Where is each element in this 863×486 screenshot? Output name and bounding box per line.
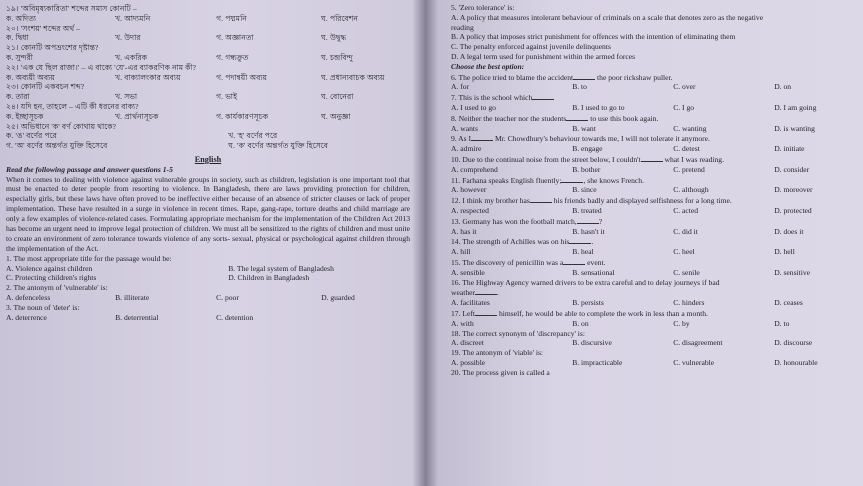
answer-option: A. defenceless bbox=[6, 292, 51, 302]
answer-option: B. hasn't it bbox=[572, 226, 605, 236]
question-text bbox=[451, 236, 855, 247]
answer-option: B. to bbox=[572, 82, 587, 92]
answer-option: C. vulnerable bbox=[673, 357, 715, 367]
question-text: 20. The process given is called a bbox=[451, 367, 550, 377]
bangla-option: গ. গন্ধক্রুত bbox=[216, 52, 249, 62]
answer-option: B. want bbox=[572, 123, 596, 133]
answer-option: D. ceases bbox=[774, 298, 803, 308]
bangla-option: ঘ. উদ্বুদ্ধ bbox=[321, 33, 347, 43]
bangla-question-text: ২৩। কোনটি একবচন শব্দ? bbox=[6, 82, 85, 92]
answer-option: C. disagreement bbox=[673, 338, 723, 348]
answer-option: D. protected bbox=[774, 205, 812, 215]
answer-options-row bbox=[451, 103, 855, 113]
answer-option: C. I go bbox=[673, 102, 695, 112]
answer-option: A. comprehend bbox=[451, 164, 498, 174]
answer-option: C. heel bbox=[673, 247, 695, 257]
bangla-options-row bbox=[6, 92, 410, 102]
answer-blank bbox=[577, 216, 599, 224]
answer-options-row bbox=[451, 165, 855, 175]
bangla-question-section bbox=[6, 4, 410, 151]
answer-options-row bbox=[451, 358, 855, 368]
answer-option: D. does it bbox=[774, 226, 804, 236]
answer-option: D. hell bbox=[774, 247, 795, 257]
answer-option: A. admire bbox=[451, 144, 482, 154]
bangla-options-row bbox=[6, 53, 410, 63]
question-prefix: 13. Germany has won the football match, bbox=[451, 216, 577, 226]
question-suffix: the poor rickshaw puller. bbox=[595, 72, 673, 82]
answer-options-row bbox=[451, 268, 855, 278]
bangla-option: ক. অদিত্য bbox=[6, 13, 37, 23]
question-prefix: 17. Left bbox=[451, 308, 476, 318]
answer-option: C. wanting bbox=[673, 123, 707, 133]
answer-option: C. hinders bbox=[673, 298, 705, 308]
answer-option: B. persists bbox=[572, 298, 604, 308]
question-suffix: , she knows French. bbox=[583, 175, 644, 185]
answer-options-row bbox=[451, 227, 855, 237]
answer-option: D. on bbox=[774, 82, 792, 92]
question-text: 18. The correct synonym of 'discrepancy' is: bbox=[451, 328, 585, 338]
bangla-option: ক. দ্বিধা bbox=[6, 33, 29, 43]
answer-option: C. acted bbox=[673, 205, 699, 215]
question-text bbox=[451, 216, 855, 227]
answer-option: D. honourable bbox=[774, 357, 818, 367]
bangla-options-row bbox=[6, 112, 410, 122]
question-prefix: 10. Due to the continual noise from the street below, I couldn't bbox=[451, 154, 641, 164]
answer-option: A. however bbox=[451, 185, 487, 195]
answer-options-row bbox=[451, 185, 855, 195]
question-text bbox=[451, 113, 855, 124]
bangla-option: ঘ. বোনেরা bbox=[321, 92, 354, 102]
question-text: C. The penalty enforced against juvenile delinquents bbox=[451, 42, 611, 52]
answer-option: B. heal bbox=[572, 247, 594, 257]
answer-option: B. bother bbox=[572, 164, 601, 174]
question-text bbox=[451, 175, 855, 186]
bangla-option: খ. আদ্যমনি bbox=[115, 13, 151, 23]
answer-blank bbox=[569, 236, 594, 247]
answer-option: D. consider bbox=[774, 164, 810, 174]
answer-blank bbox=[566, 113, 588, 121]
question-text bbox=[451, 92, 855, 103]
question-text bbox=[451, 308, 855, 319]
question-text: A. A policy that measures intolerant behaviour of criminals on a scale that denotes zero as the negative bbox=[451, 12, 764, 22]
bangla-option: গ. পদ্মমনি bbox=[216, 13, 247, 23]
answer-option: B. discursive bbox=[572, 338, 612, 348]
question-text bbox=[451, 195, 855, 206]
passage-instruction: Read the following passage and answer questions 1-5 bbox=[6, 164, 173, 174]
answer-options-row bbox=[6, 264, 410, 274]
bangla-option: খ. উদার bbox=[115, 33, 141, 43]
bangla-options-row bbox=[6, 73, 410, 83]
answer-option bbox=[321, 313, 410, 323]
answer-option: B. The legal system of Bangladesh bbox=[228, 263, 334, 273]
answer-options-row bbox=[451, 144, 855, 154]
reading-passage: When it comes to dealing with violence against vulnerable groups in society, such as children, legislation is one important tool that must be enacted to deter people from resorting to violence. In Bangladesh, there are laws providing protection for children, especially girls, but these laws have often proved to be ineffective either because of an absence of stricter clauses or lack of proper implementation. These have resulted in a surge in violence in recent times. Rape, gang-rape, torture deaths and child marriage are only a few examples of violence-related cases. Formulating appropriate mechanism for the implementation of the Children Act 2013 has become an urgent need to improve legal protection of children. We must all be sensitized to the rights of children and must unite to create an environment of zero tolerance towards violence of any sorts- sexual, physical or psychological against children through the implementation of the Act. bbox=[6, 174, 410, 253]
bangla-option: ক. ইচ্ছাসূচক bbox=[6, 111, 44, 121]
bangla-option: খ. প্রার্থনাসূচক bbox=[115, 111, 159, 121]
question-text: 1. The most appropriate title for the passage would be: bbox=[6, 253, 172, 263]
answer-options-row bbox=[6, 273, 410, 283]
answer-options-row bbox=[451, 124, 855, 134]
bangla-option: ঘ. পরিবেশন bbox=[321, 13, 359, 23]
question-prefix: 8. Neither the teacher nor the students bbox=[451, 113, 567, 123]
answer-option: B. illiterate bbox=[115, 292, 150, 302]
bangla-option: ঘ. অনুজ্ঞা bbox=[321, 111, 351, 121]
answer-option: A. for bbox=[451, 82, 470, 92]
question-text bbox=[451, 133, 855, 144]
question-suffix: himself, he would be able to complete the work in less than a month. bbox=[497, 308, 708, 318]
answer-option: A. hill bbox=[451, 247, 471, 257]
answer-option: D. guarded bbox=[321, 292, 355, 302]
answer-option: A. respected bbox=[451, 205, 489, 215]
answer-option: C. Protecting children's rights bbox=[6, 273, 97, 283]
answer-option: A. possible bbox=[451, 357, 486, 367]
bangla-option: গ. অজ্ঞানতা bbox=[216, 33, 254, 43]
english-heading: English bbox=[194, 154, 222, 164]
left-page-content bbox=[6, 4, 410, 322]
question-text: reading bbox=[451, 22, 474, 32]
bangla-question-text: ১৯। 'অবিমৃষ্যকারিতা' শব্দের সমাস কোনটি – bbox=[6, 4, 137, 13]
answer-blank bbox=[475, 308, 497, 316]
question-prefix: 6. The police tried to blame the accident bbox=[451, 72, 574, 82]
question-text bbox=[451, 154, 855, 165]
bangla-option: গ. 'অ' বর্ণের অন্তর্গত যুক্তি হিসেবে bbox=[6, 141, 108, 151]
question-text bbox=[451, 72, 855, 83]
answer-option: B. impracticable bbox=[572, 357, 623, 367]
answer-option: C. over bbox=[673, 82, 696, 92]
answer-option: C. detention bbox=[216, 312, 254, 322]
answer-options-row bbox=[451, 338, 855, 348]
answer-option: D. I am going bbox=[774, 102, 817, 112]
bangla-option: ঘ. 'ক' বর্ণের অন্তর্গত যুক্তি হিসেবে bbox=[228, 141, 329, 151]
answer-option: A. discreet bbox=[451, 338, 484, 348]
answer-option: C. poor bbox=[216, 292, 239, 302]
answer-options-row bbox=[6, 313, 410, 323]
answer-option: C. although bbox=[673, 185, 709, 195]
bangla-question-text: ২২। 'এক যে ছিল রাজা।' – এ বাক্যে 'যে'-এর ব্যাকরণিক নাম কী? bbox=[6, 62, 197, 72]
answer-option: A. with bbox=[451, 318, 474, 328]
answer-option: B. treated bbox=[572, 205, 602, 215]
answer-option: C. senile bbox=[673, 267, 700, 277]
question-suffix: ? bbox=[598, 216, 603, 226]
answer-option: D. Children in Bangladesh bbox=[228, 273, 310, 283]
question-prefix: 11. Farhana speaks English fluently; bbox=[451, 175, 562, 185]
bangla-option: ক. সুন্দরী bbox=[6, 52, 34, 62]
question-text bbox=[451, 287, 855, 298]
answer-option: A. wants bbox=[451, 123, 478, 133]
answer-options-row bbox=[451, 206, 855, 216]
answer-option: B. sensational bbox=[572, 267, 615, 277]
answer-option: D. to bbox=[774, 318, 790, 328]
question-text: 19. The antonym of 'viable' is: bbox=[451, 348, 544, 358]
answer-option: C. pretend bbox=[673, 164, 705, 174]
bangla-options-row bbox=[6, 14, 410, 24]
question-prefix: 9. As I bbox=[451, 134, 472, 144]
answer-option: A. facilitates bbox=[451, 298, 490, 308]
left-page bbox=[0, 0, 425, 486]
answer-options-row bbox=[451, 247, 855, 257]
question-text: 2. The antonym of 'vulnerable' is: bbox=[6, 283, 108, 293]
question-prefix: 12. I think my brother has bbox=[451, 196, 530, 206]
answer-option: D. sensitive bbox=[774, 267, 811, 277]
bangla-question-text: ২১। কোনটি অপভ্রংশের দৃষ্টান্ত? bbox=[6, 43, 99, 53]
question-prefix: 14. The strength of Achilles was on his bbox=[451, 237, 570, 247]
bangla-option: খ. 'হ' বর্ণের পরে bbox=[228, 131, 278, 141]
answer-options-row bbox=[6, 293, 410, 303]
question-text: 16. The Highway Agency warned drivers to be extra careful and to delay journeys if bad bbox=[451, 277, 720, 287]
bangla-options-row bbox=[6, 131, 410, 141]
book-gutter-shadow bbox=[412, 0, 438, 486]
question-suffix: . bbox=[591, 237, 594, 247]
bangla-question-text: ২৪। যদি হন, তাহলে – এটি কী ধরনের বাক্য? bbox=[6, 101, 139, 111]
bangla-option: ঘ. চন্দ্রবিন্দু bbox=[321, 52, 353, 62]
answer-blank bbox=[532, 92, 554, 100]
question-text: D. A legal term used for punishment within the armed forces bbox=[451, 51, 636, 61]
bangla-options-row bbox=[6, 33, 410, 43]
answer-options-row bbox=[451, 298, 855, 308]
question-text: 3. The noun of 'deter' is: bbox=[6, 302, 80, 312]
answer-option: A. Violence against children bbox=[6, 263, 93, 273]
answer-blank bbox=[563, 257, 585, 265]
question-text: 5. 'Zero tolerance' is: bbox=[451, 3, 515, 12]
bangla-option: গ. পদান্বয়ী অব্যয় bbox=[216, 72, 268, 82]
question-suffix: . bbox=[497, 288, 499, 298]
right-page bbox=[425, 0, 863, 486]
bangla-option: ক. 'ঙ' বর্ণের পরে bbox=[6, 131, 57, 141]
bangla-option: খ. সভা bbox=[115, 92, 138, 102]
answer-blank bbox=[561, 175, 583, 183]
question-suffix: what I was reading. bbox=[662, 154, 724, 164]
bangla-question-text: ২০। 'সংশয়' শব্দের অর্থ – bbox=[6, 23, 81, 33]
answer-option: D. moreover bbox=[774, 185, 813, 195]
answer-option: C. did it bbox=[673, 226, 698, 236]
question-suffix: event. bbox=[585, 257, 606, 267]
question-suffix: Mr. Chowdhury's behaviour towards me, I will not tolerate it anymore. bbox=[493, 134, 710, 144]
question-suffix: his friends badly and displayed selfishness for a long time. bbox=[551, 196, 732, 206]
answer-option: A. sensible bbox=[451, 267, 485, 277]
answer-option: D. is wanting bbox=[774, 123, 815, 133]
answer-option: B. on bbox=[572, 318, 589, 328]
answer-option: B. deterrential bbox=[115, 312, 159, 322]
bangla-option: খ. একরিক bbox=[115, 52, 148, 62]
answer-option: D. discourse bbox=[774, 338, 813, 348]
passage-questions bbox=[6, 254, 410, 323]
answer-option: B. since bbox=[572, 185, 597, 195]
bangla-question-text: ২৫। অভিধানে 'ক' বর্ণ কোথায় থাকে? bbox=[6, 121, 117, 131]
question-suffix: to use this book again. bbox=[588, 113, 659, 123]
bangla-option: খ. বাক্যালংকার অব্যয় bbox=[115, 72, 181, 82]
question-prefix: weather bbox=[451, 288, 476, 298]
answer-option: B. engage bbox=[572, 144, 603, 154]
bangla-option: গ. ভাই bbox=[216, 92, 238, 102]
bangla-option: ঘ. প্রধান্যবাচক অব্যয় bbox=[321, 72, 385, 82]
question-prefix: 7. This is the school which bbox=[451, 93, 533, 103]
answer-blank bbox=[641, 154, 663, 162]
answer-options-row bbox=[451, 82, 855, 92]
bangla-options-row bbox=[6, 141, 410, 151]
answer-options-row bbox=[451, 319, 855, 329]
answer-option: C. detest bbox=[673, 144, 700, 154]
question-prefix: 15. The discovery of penicillin was a bbox=[451, 257, 564, 267]
answer-blank bbox=[573, 72, 595, 80]
answer-option: A. I used to go bbox=[451, 102, 496, 112]
answer-option: A. has it bbox=[451, 226, 477, 236]
right-page-content bbox=[451, 3, 855, 377]
answer-option: C. by bbox=[673, 318, 690, 328]
bangla-option: ক. অব্যয়ী অব্যয় bbox=[6, 72, 55, 82]
answer-option: B. I used to go to bbox=[572, 102, 625, 112]
bangla-option: ক. তারা bbox=[6, 92, 30, 102]
answer-option: D. initiate bbox=[774, 144, 805, 154]
answer-blank bbox=[530, 195, 552, 203]
answer-blank bbox=[471, 133, 493, 141]
answer-option: A. deterrence bbox=[6, 312, 47, 322]
bangla-option: গ. কার্যকারণসূচক bbox=[216, 111, 269, 121]
answer-blank bbox=[475, 287, 499, 298]
section-instruction: Choose the best option: bbox=[451, 61, 525, 71]
question-text: B. A policy that imposes strict punishment for offences with the intention of eliminating them bbox=[451, 32, 736, 42]
question-text bbox=[451, 257, 855, 268]
